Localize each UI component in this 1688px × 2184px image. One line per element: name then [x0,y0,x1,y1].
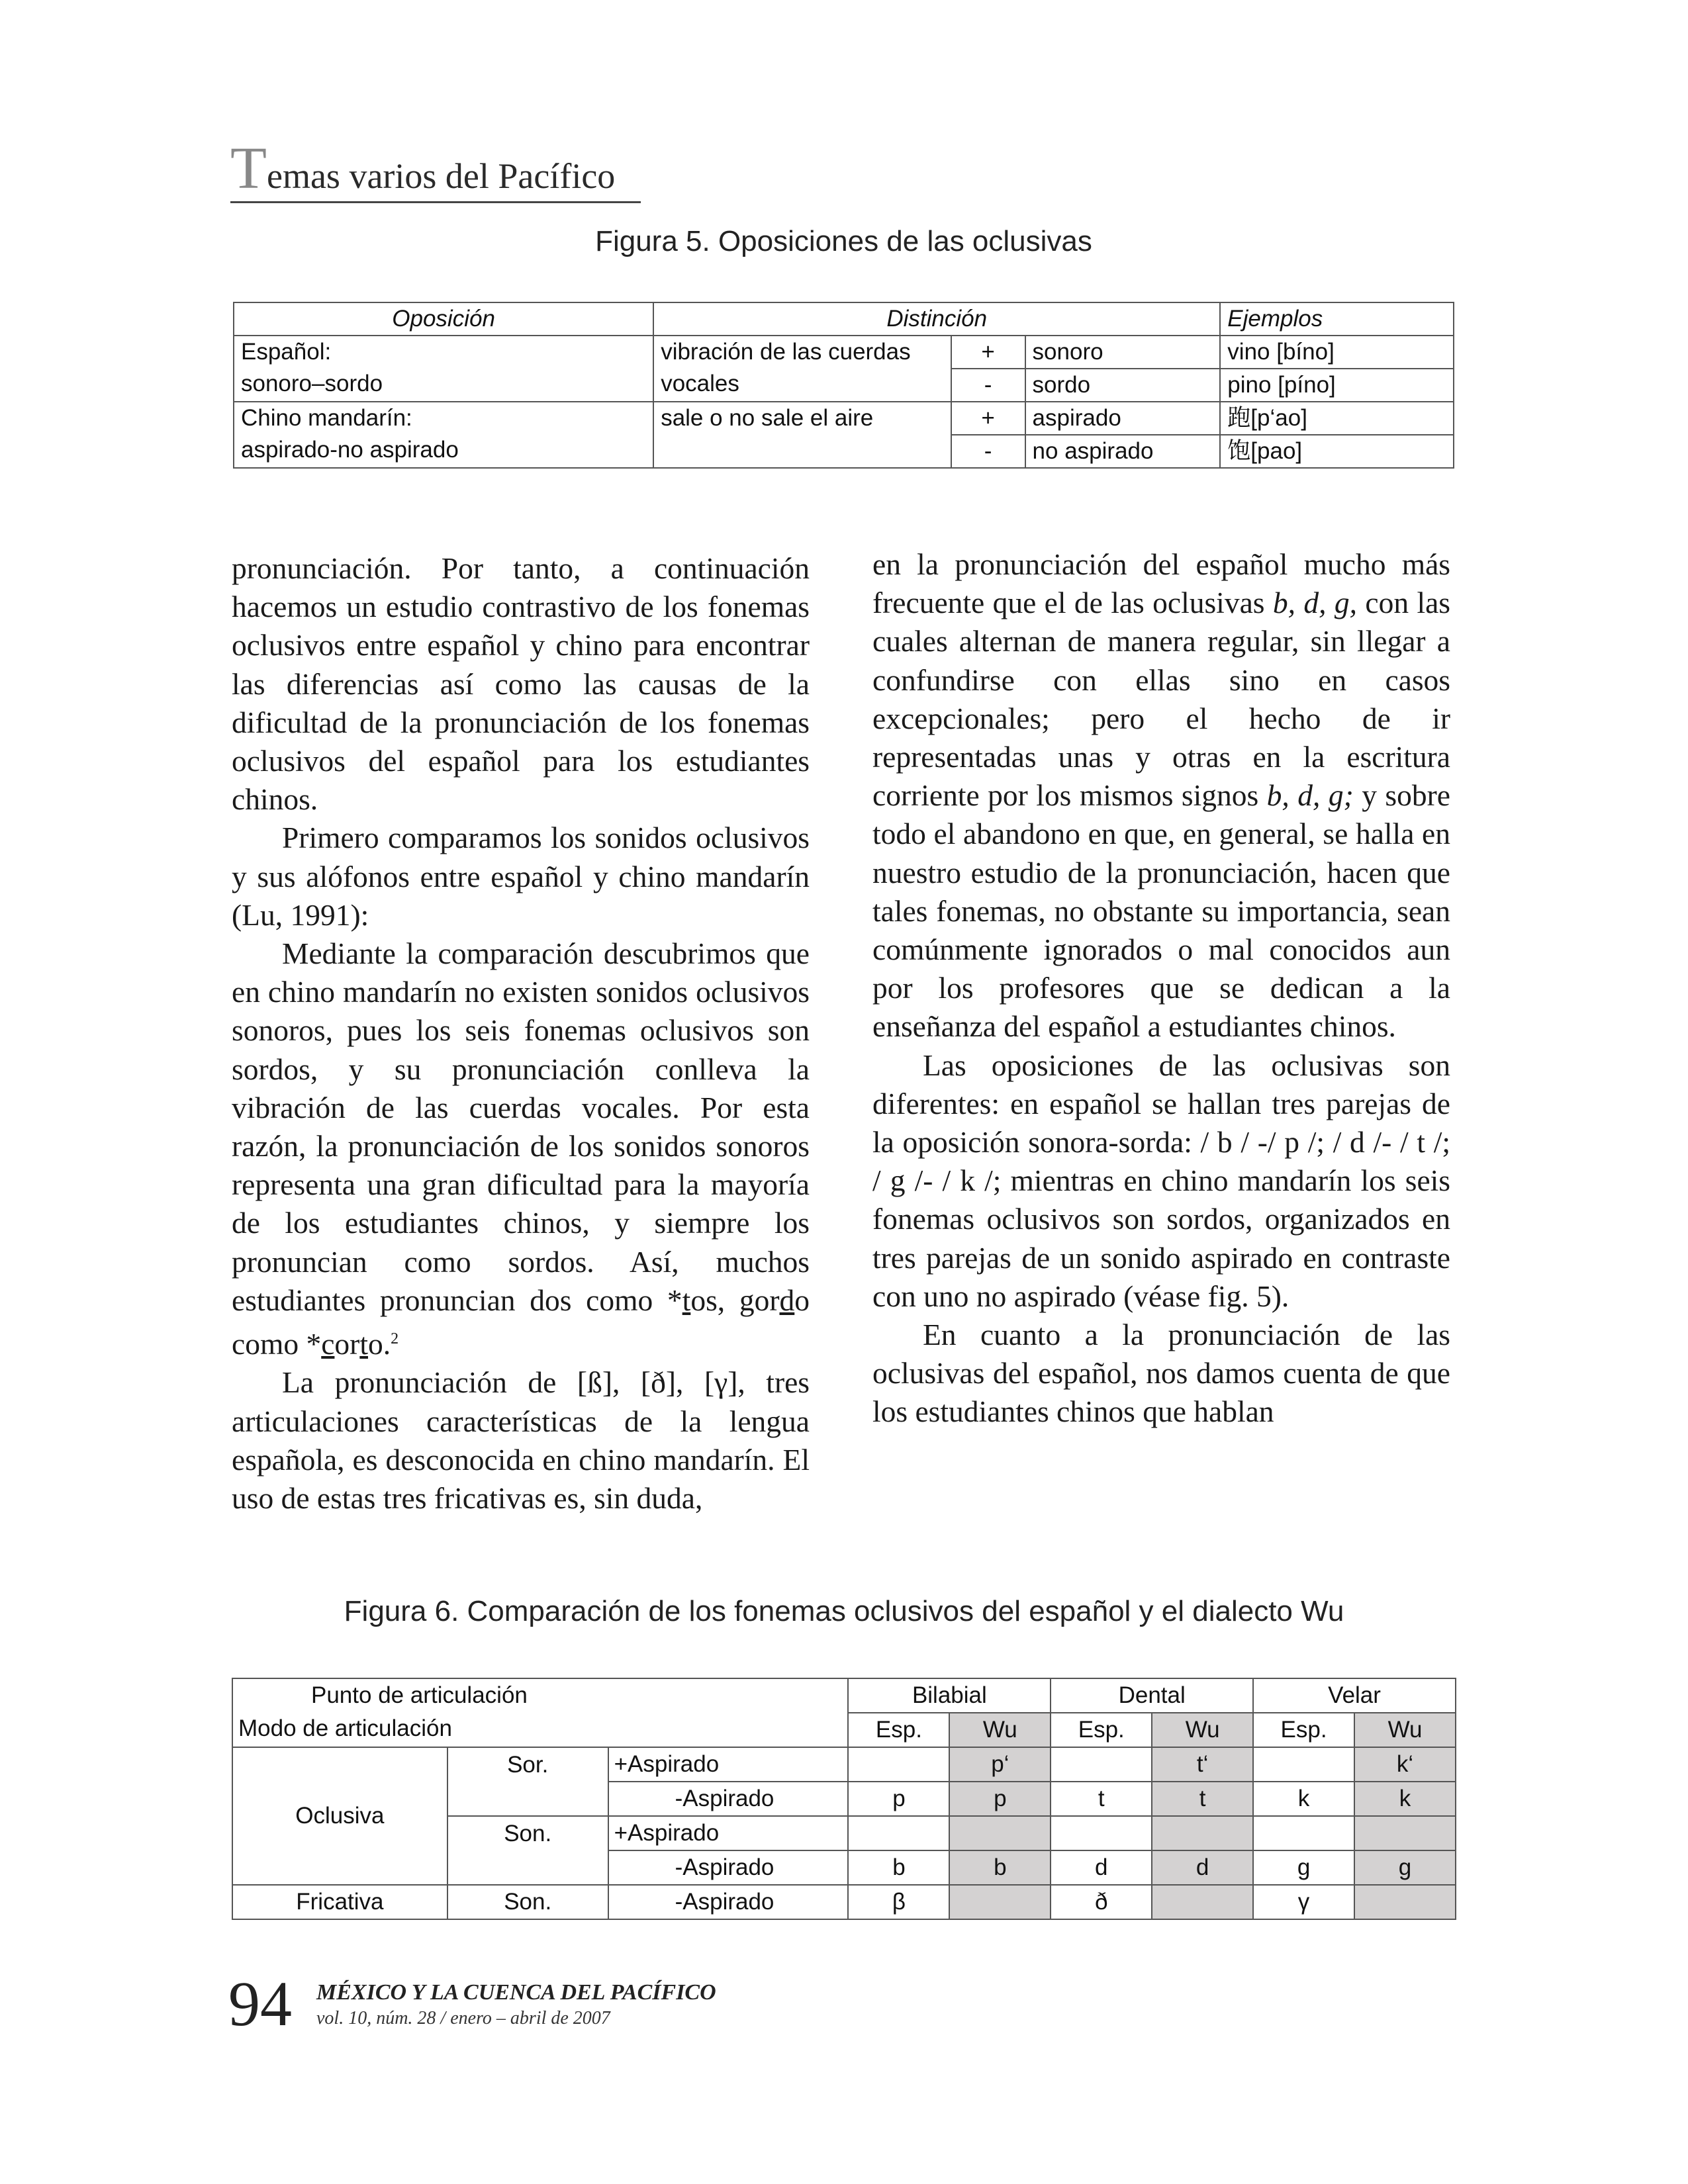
figure6-voice-cell [447,1850,608,1885]
figure5-sign-cell: - [951,435,1025,468]
paragraph-text: Mediante la comparación descubrimos que en chino mandarín no existen sonidos oclusivos sonoros, pues los seis fonemas oclusivos son sordos, y su pronunciación conlleva la vibración de las cuerdas vocales. Por esta razón, la pronunciación de los sonidos sonoros representa una gran dificultad para la mayoría de los estudiantes chinos, y siempre los pronuncian como sordos. Así, muchos estudiantes pronuncian dos como * [232,936,810,1317]
figure6-phoneme-cell: b [949,1850,1051,1885]
paragraph-text: en la pronunciación del español mucho más frecuente que el de las oclusivas [872,547,1450,620]
figure6-lang-cell: Wu [1152,1713,1253,1747]
figure6-mode-cell: Oclusiva [232,1747,447,1885]
figure6-lang-cell: Wu [1354,1713,1456,1747]
paragraph [232,934,810,1363]
figure6-phoneme-cell: ð [1051,1885,1152,1919]
figure6-phoneme-cell: t [1152,1782,1253,1816]
underlined-letter: t [682,1283,691,1317]
figure5-oposicion-line: Español: [241,339,332,365]
figure6-phoneme-cell: β [848,1885,949,1919]
figure6-lang-cell: Esp. [848,1713,949,1747]
figure5-sign-cell: + [951,336,1025,369]
figure6-voice-cell [447,1782,608,1816]
figure6-phoneme-cell: k‘ [1354,1747,1456,1782]
footnote-marker: 2 [391,1330,399,1348]
figure6-place-dental: Dental [1051,1678,1253,1713]
journal-title: MÉXICO Y LA CUENCA DEL PACÍFICO [316,1980,716,2005]
figure5-oposicion-line: sonoro–sordo [241,371,383,396]
figure5-distincion-line: vibración de las cuerdas [661,339,911,365]
figure6-corner-cell [232,1678,848,1747]
figure6-header-row [232,1678,1456,1713]
figure5-header-ejemplos: Ejemplos [1220,302,1454,336]
figure6-phoneme-cell: γ [1253,1885,1354,1919]
running-header-text: emas varios del Pacífico [266,156,616,196]
figure6-phoneme-cell: g [1354,1850,1456,1885]
figure5-value-cell: sonoro [1025,336,1221,369]
figure5-oposicion-cell [234,336,653,402]
paragraph: Primero comparamos los sonidos oclusivos y sus alófonos entre español y chino mandarín (Lu, 1991): [232,821,810,932]
figure5-value-cell: no aspirado [1025,435,1221,468]
italic-letters: b, d, g, [1272,586,1357,620]
paragraph-text: o. [367,1327,391,1361]
figure6-phoneme-cell: p [848,1782,949,1816]
paragraph-text: o como * [232,1283,810,1361]
figure5-oposicion-line: Chino mandarín: [241,405,412,431]
figure5-example-cell: 跑[p‘ao] [1220,402,1454,435]
figure6-voice-cell: Son. [447,1885,608,1919]
figure6-aspiration-cell: -Aspirado [608,1885,849,1919]
figure5-value-cell: aspirado [1025,402,1221,435]
figure6-voice-cell: Sor. [447,1747,608,1782]
paragraph: pronunciación. Por tanto, a continuación hacemos un estudio contrastivo de los fonemas oclusivos entre español y chino para encontrar las diferencias así como las causas de la dificultad de la pronunciación de los fonemas oclusivos del español para los estudiantes chinos. [232,551,810,817]
figure5-header-distincion: Distinción [653,302,1220,336]
paragraph [872,545,1450,1046]
underlined-letter: c [321,1327,335,1361]
figure6-aspiration-cell: +Aspirado [608,1816,849,1850]
figure6-phoneme-cell: k [1354,1782,1456,1816]
figure6-lang-cell: Esp. [1051,1713,1152,1747]
running-header-initial: T [230,136,267,201]
paragraph: Las oposiciones de las oclusivas son diferentes: en español se hallan tres parejas de la oposición sonora-sorda: / b / -/ p /; / d /- / t /; / g /- / k /; mientras en chino mandarín los seis fonemas oclusivos son sordos, organizados en tres parejas de un sonido aspirado en contraste con uno no aspirado (véase fig. 5). [872,1048,1450,1313]
figure6-phoneme-cell: t [1051,1782,1152,1816]
page-number: 94 [228,1968,292,2039]
figure6-phoneme-cell [1051,1816,1152,1850]
figure6-phoneme-cell: t‘ [1152,1747,1253,1782]
figure5-value-cell: sordo [1025,369,1221,402]
figure6-phoneme-cell [1253,1747,1354,1782]
figure6-table [232,1678,1456,1920]
paragraph-text: y sobre todo el abandono en que, en general, se halla en nuestro estudio de la pronunciación, hacen que tales fonemas, no obstante su importancia, sean comúnmente ignorados o mal conocidos aun por los profesores que se dedican a la enseñanza del español a estudiantes chinos. [872,778,1450,1044]
paragraph: En cuanto a la pronunciación de las oclusivas del español, nos damos cuenta de que los estudiantes chinos que hablan [872,1318,1450,1429]
underlined-letter: d [779,1283,795,1317]
figure5-caption: Figura 5. Oposiciones de las oclusivas [595,225,1092,257]
figure6-phoneme-cell: k [1253,1782,1354,1816]
figure6-row [232,1885,1456,1919]
figure6-phoneme-cell [1152,1885,1253,1919]
figure5-header-row [234,302,1454,336]
paragraph-text: or [334,1327,360,1361]
figure6-mode-cell: Fricativa [232,1885,447,1919]
figure6-phoneme-cell: p [949,1782,1051,1816]
figure6-phoneme-cell: g [1253,1850,1354,1885]
figure5-oposicion-line: aspirado-no aspirado [241,437,459,463]
figure6-phoneme-cell [848,1816,949,1850]
figure6-phoneme-cell: b [848,1850,949,1885]
figure6-place-velar: Velar [1253,1678,1456,1713]
figure6-phoneme-cell [1152,1816,1253,1850]
figure6-phoneme-cell [848,1747,949,1782]
underlined-letter: t [359,1327,368,1361]
figure6-caption: Figura 6. Comparación de los fonemas oclusivos del español y el dialecto Wu [344,1595,1344,1627]
figure6-phoneme-cell [949,1816,1051,1850]
figure5-example-cell: pino [píno] [1220,369,1454,402]
figure6-voice-cell: Son. [447,1816,608,1850]
figure6-phoneme-cell [1354,1885,1456,1919]
figure5-example-cell: vino [bíno] [1220,336,1454,369]
figure5-sign-cell: - [951,369,1025,402]
paragraph: La pronunciación de [ß], [ð], [γ], tres articulaciones características de la lengua española, es desconocida en chino mandarín. El uso de estas tres fricativas es, sin duda, [232,1365,810,1516]
figure6-aspiration-cell: +Aspirado [608,1747,849,1782]
journal-issue: vol. 10, núm. 28 / enero – abril de 2007 [316,2008,610,2028]
figure6-corner-label: Punto de articulación [311,1682,528,1708]
underlined-letter: g [739,1283,755,1317]
running-header [230,136,641,203]
figure5-distincion-cell: sale o no sale el aire [653,402,951,468]
figure5-header-oposicion: Oposición [234,302,653,336]
figure6-place-bilabial: Bilabial [848,1678,1051,1713]
figure6-phoneme-cell [949,1885,1051,1919]
figure5-row [234,336,1454,369]
figure5-example-cell: 饱[pao] [1220,435,1454,468]
figure5-table [233,302,1454,469]
body-column-right [872,545,1450,1432]
figure5-sign-cell: + [951,402,1025,435]
paragraph-text: con las cuales alternan de manera regular, sin llegar a confundirse con ellas sino en casos excepcionales; pero el hecho de ir representadas unas y otras en la escritura corriente por los mismos signos [872,586,1450,813]
figure6-lang-cell: Esp. [1253,1713,1354,1747]
paragraph-text: or [754,1283,780,1317]
italic-letters: b, d, g; [1266,778,1354,813]
figure5-oposicion-cell [234,402,653,468]
figure5-distincion-cell [653,336,951,402]
figure5-row [234,402,1454,435]
figure6-phoneme-cell [1253,1816,1354,1850]
paragraph-text: os, [690,1283,739,1317]
figure6-aspiration-cell: -Aspirado [608,1782,849,1816]
figure6-phoneme-cell [1354,1816,1456,1850]
figure6-phoneme-cell: d [1051,1850,1152,1885]
figure6-phoneme-cell: d [1152,1850,1253,1885]
figure6-corner-label: Modo de articulación [238,1715,452,1741]
body-column-left [232,549,810,1518]
figure6-row [232,1747,1456,1782]
figure6-phoneme-cell: p‘ [949,1747,1051,1782]
figure6-phoneme-cell [1051,1747,1152,1782]
figure6-lang-cell: Wu [949,1713,1051,1747]
figure6-aspiration-cell: -Aspirado [608,1850,849,1885]
figure5-distincion-line: vocales [661,371,739,396]
